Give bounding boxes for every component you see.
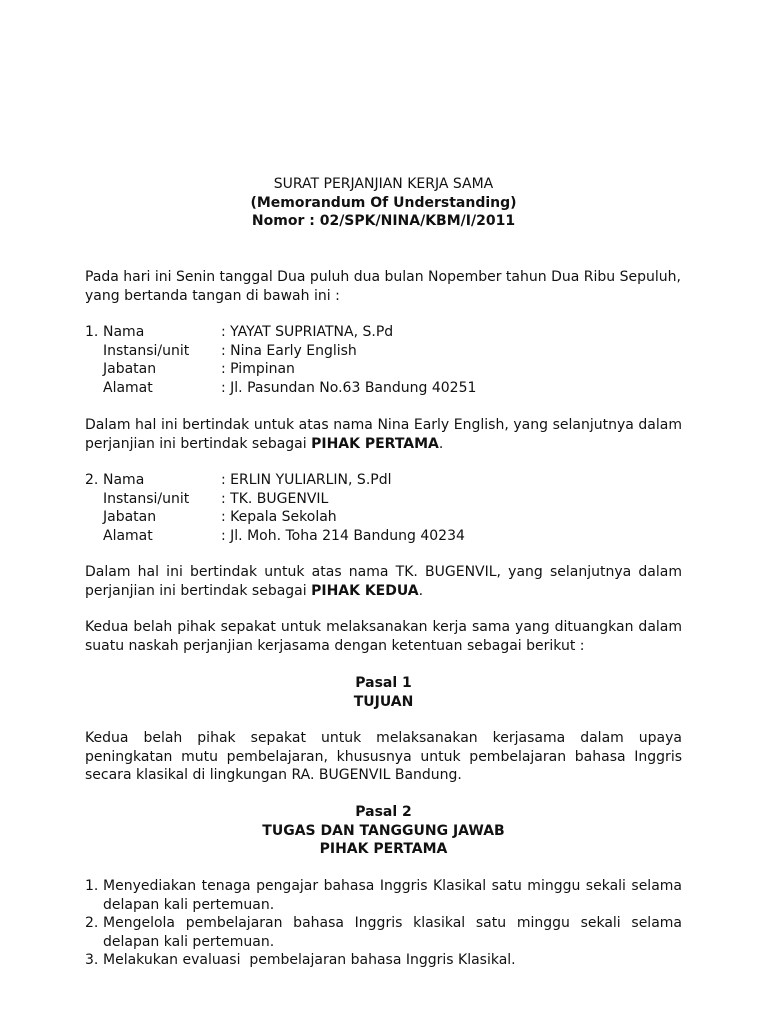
- list-item: [85, 877, 682, 914]
- field-label: Alamat: [103, 379, 153, 396]
- pasal-2-title: Pasal 2: [355, 804, 412, 820]
- agreement-line-1: Kedua belah pihak sepakat untuk melaksanakan kerja sama yang dituangkan dalam: [85, 619, 682, 635]
- pasal-2-subject: TUGAS DAN TANGGUNG JAWAB: [262, 822, 505, 839]
- pasal-2-list: [85, 877, 682, 970]
- party-1-statement-line-1: Dalam hal ini bertindak untuk atas nama Nina Early English, yang selanjutnya dalam: [85, 417, 682, 433]
- opening-line-1: Pada hari ini Senin tanggal Dua puluh dua bulan Nopember tahun Dua Ribu Sepuluh,: [85, 269, 681, 285]
- pasal-1-body: [85, 729, 682, 785]
- pasal-2-party: PIHAK PERTAMA: [319, 841, 448, 857]
- party-2-statement-line-2: [85, 582, 682, 601]
- pasal-1-title: Pasal 1: [355, 675, 412, 691]
- opening-paragraph: [85, 268, 682, 305]
- document-subtitle: (Memorandum Of Understanding): [250, 194, 517, 211]
- field-label: Nama: [103, 324, 145, 340]
- pasal-1-line-2: peningkatan mutu pembelajaran, khususnya untuk pembelajaran bahasa Inggris: [85, 748, 682, 765]
- list-item-line-2: delapan kali pertemuan.: [103, 933, 275, 950]
- party-role-label: PIHAK KEDUA: [311, 582, 419, 599]
- field-label: Jabatan: [103, 509, 157, 525]
- field-label: Alamat: [103, 527, 153, 544]
- field-label: Instansi/unit: [103, 490, 190, 507]
- party-1-statement: [85, 416, 682, 453]
- party-1-details: [85, 323, 682, 397]
- field-value: : Jl. Moh. Toha 214 Bandung 40234: [221, 527, 465, 544]
- field-value: : Jl. Pasundan No.63 Bandung 40251: [221, 379, 477, 396]
- statement-period: .: [438, 435, 444, 452]
- list-item-line-1: Menyediakan tenaga pengajar bahasa Inggris Klasikal satu minggu sekali selama: [103, 878, 682, 894]
- statement-period: .: [418, 582, 424, 599]
- party-1-number: 1.: [85, 324, 99, 340]
- agreement-line-2: suatu naskah perjanjian kerjasama dengan ketentuan sebagai berikut :: [85, 637, 585, 654]
- list-item: [85, 951, 682, 970]
- party-1-statement-line-2: [85, 435, 682, 454]
- pasal-1-line-3: secara klasikal di lingkungan RA. BUGENVIL Bandung.: [85, 767, 462, 783]
- field-label: Instansi/unit: [103, 342, 190, 359]
- party-2-statement-line-1: Dalam hal ini bertindak untuk atas nama TK. BUGENVIL, yang selanjutnya dalam: [85, 564, 682, 580]
- list-item-number: 1.: [85, 878, 99, 894]
- party-2-row-institution: [85, 490, 682, 509]
- field-value: : Pimpinan: [221, 361, 295, 377]
- list-item-number: 3.: [85, 952, 99, 968]
- party-2-row-name: [85, 471, 682, 490]
- party-2-row-position: [85, 508, 682, 527]
- pasal-1-heading: [85, 674, 682, 711]
- list-item: [85, 914, 682, 951]
- list-item-line-1: Mengelola pembelajaran bahasa Inggris klasikal satu minggu sekali selama: [103, 915, 682, 931]
- statement-text: perjanjian ini bertindak sebagai: [85, 582, 312, 599]
- document-header: [85, 175, 682, 231]
- field-label: Jabatan: [103, 361, 157, 377]
- party-2-statement: [85, 563, 682, 600]
- list-item-number: 2.: [85, 915, 99, 931]
- pasal-1-line-1: Kedua belah pihak sepakat untuk melaksanakan kerjasama dalam upaya: [85, 730, 682, 746]
- party-1-row-institution: [85, 342, 682, 361]
- list-item-line-1: Melakukan evaluasi pembelajaran bahasa Inggris Klasikal.: [103, 952, 516, 968]
- field-value: : TK. BUGENVIL: [221, 490, 329, 507]
- pasal-2-heading: [85, 803, 682, 859]
- party-2-row-address: [85, 527, 682, 546]
- agreement-paragraph: [85, 618, 682, 655]
- document-number: Nomor : 02/SPK/NINA/KBM/I/2011: [251, 213, 516, 229]
- opening-line-2: yang bertanda tangan di bawah ini :: [85, 287, 340, 304]
- party-1-row-name: [85, 323, 682, 342]
- document-title: SURAT PERJANJIAN KERJA SAMA: [273, 176, 494, 192]
- field-label: Nama: [103, 472, 145, 488]
- field-value: : YAYAT SUPRIATNA, S.Pd: [221, 324, 394, 340]
- field-value: : ERLIN YULIARLIN, S.Pdl: [221, 472, 392, 488]
- party-role-label: PIHAK PERTAMA: [311, 435, 439, 452]
- field-value: : Kepala Sekolah: [221, 509, 337, 525]
- pasal-1-subject: TUJUAN: [353, 693, 414, 710]
- statement-text: perjanjian ini bertindak sebagai: [85, 435, 312, 452]
- party-2-details: [85, 471, 682, 545]
- party-1-row-position: [85, 360, 682, 379]
- party-2-number: 2.: [85, 472, 99, 488]
- party-1-row-address: [85, 379, 682, 398]
- list-item-line-2: delapan kali pertemuan.: [103, 896, 275, 913]
- field-value: : Nina Early English: [221, 342, 357, 359]
